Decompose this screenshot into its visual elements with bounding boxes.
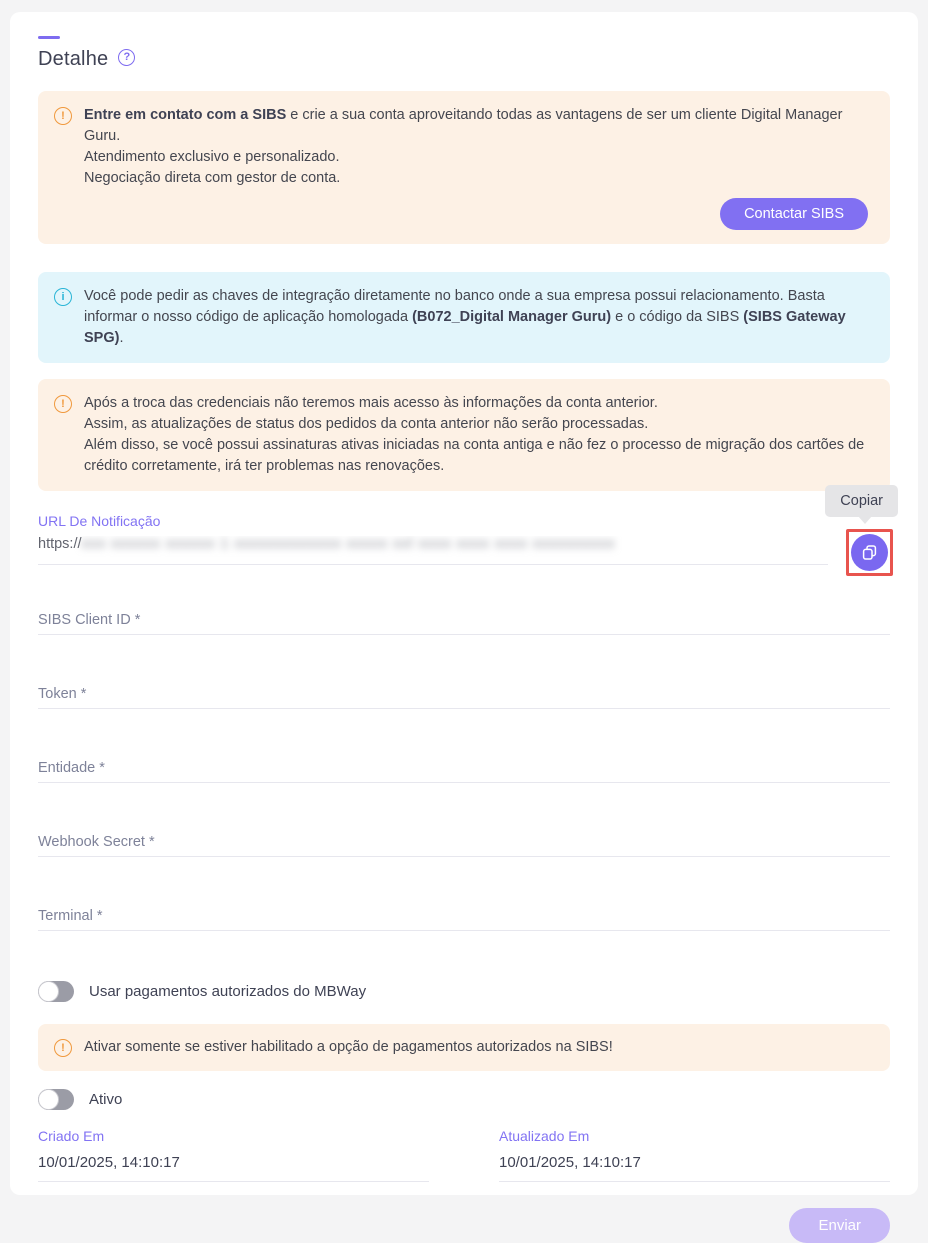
- timestamps-section: [38, 1128, 890, 1182]
- copy-tooltip: Copiar: [825, 485, 898, 517]
- copy-button[interactable]: [851, 534, 888, 571]
- token-input[interactable]: [38, 685, 890, 708]
- mbway-warning-text: Ativar somente se estiver habilitado a opção de pagamentos autorizados na SIBS!: [84, 1039, 613, 1055]
- terminal-label: Terminal *: [38, 908, 103, 924]
- token-label: Token *: [38, 686, 87, 702]
- notification-url-value: https://xxx xxxxxx xxxxxx 1 xxxxxxxxxxxxx xxxxx xxl xxxx xxxx xxxx xxxxxxxxxx: [38, 536, 828, 565]
- contact-sibs-alert: [38, 91, 890, 244]
- webhook-secret-label: Webhook Secret *: [38, 834, 155, 850]
- detail-card: [10, 12, 918, 1234]
- warning-line3: Além disso, se você possui assinaturas ativas iniciadas na conta antiga e não fez o processo de migração dos cartões de crédito corretamente, irá ter problemas nas renovações.: [84, 437, 865, 474]
- copy-button-highlight: [846, 529, 893, 576]
- field-token: [38, 685, 890, 709]
- ativo-toggle-row: [38, 1089, 890, 1110]
- sibs-client-id-label: SIBS Client ID *: [38, 612, 141, 628]
- field-webhook-secret: [38, 833, 890, 857]
- mbway-toggle-row: [38, 981, 890, 1002]
- warning-icon: !: [54, 1039, 72, 1057]
- updated-at-label: Atualizado Em: [499, 1128, 590, 1144]
- created-at-value: 10/01/2025, 14:10:17: [38, 1151, 429, 1182]
- footer: [38, 1208, 890, 1243]
- contact-sibs-button[interactable]: Contactar SIBS: [720, 198, 868, 230]
- toggle-knob: [38, 1089, 59, 1110]
- integration-info-alert: [38, 272, 890, 363]
- mbway-toggle-label: Usar pagamentos autorizados do MBWay: [89, 983, 367, 1000]
- field-entidade: [38, 759, 890, 783]
- toggle-knob: [38, 981, 59, 1002]
- page-title: Detalhe: [38, 48, 109, 70]
- info-icon: i: [54, 288, 72, 306]
- submit-button[interactable]: Enviar: [789, 1208, 890, 1243]
- credentials-warning-alert: [38, 379, 890, 491]
- field-sibs-client-id: [38, 611, 890, 635]
- mbway-warning-alert: [38, 1024, 890, 1071]
- field-terminal: [38, 907, 890, 931]
- help-icon[interactable]: ?: [118, 49, 135, 66]
- copy-icon: [861, 544, 878, 561]
- sibs-client-id-input[interactable]: [38, 611, 890, 634]
- page-header: [38, 36, 890, 71]
- created-at-field: [38, 1128, 429, 1182]
- warning-line2: Assim, as atualizações de status dos pedidos da conta anterior não serão processadas.: [84, 416, 649, 432]
- contact-alert-bold: Entre em contato com a SIBS: [84, 107, 287, 123]
- info-alert-text: Você pode pedir as chaves de integração diretamente no banco onde a sua empresa possui relacionamento. Basta informar o nosso código de aplicação homologada (B072_Digital Manager Guru) e o código da SIBS (SIBS Gateway SPG).: [84, 288, 846, 346]
- terminal-input[interactable]: [38, 907, 890, 930]
- webhook-secret-input[interactable]: [38, 833, 890, 856]
- warning-icon: !: [54, 107, 72, 125]
- ativo-toggle[interactable]: [38, 1089, 74, 1110]
- updated-at-field: [499, 1128, 890, 1182]
- notification-url-section: [38, 493, 890, 565]
- entidade-input[interactable]: [38, 759, 890, 782]
- warning-icon: !: [54, 395, 72, 413]
- contact-alert-line1: Entre em contato com a SIBS e crie a sua conta aproveitando todas as vantagens de ser um cliente Digital Manager Guru.: [84, 107, 843, 144]
- warning-line1: Após a troca das credenciais não teremos mais acesso às informações da conta anterior.: [84, 395, 658, 411]
- contact-alert-line2: Atendimento exclusivo e personalizado.: [84, 149, 340, 165]
- mbway-toggle[interactable]: [38, 981, 74, 1002]
- masked-url-text: xxx xxxxxx xxxxxx 1 xxxxxxxxxxxxx xxxxx xxl xxxx xxxx xxxx xxxxxxxxxx: [81, 536, 616, 552]
- accent-dash: [38, 36, 60, 39]
- contact-alert-line3: Negociação direta com gestor de conta.: [84, 170, 341, 186]
- entidade-label: Entidade *: [38, 760, 105, 776]
- ativo-toggle-label: Ativo: [89, 1091, 123, 1108]
- updated-at-value: 10/01/2025, 14:10:17: [499, 1151, 890, 1182]
- notification-url-label: URL De Notificação: [38, 513, 161, 529]
- created-at-label: Criado Em: [38, 1128, 105, 1144]
